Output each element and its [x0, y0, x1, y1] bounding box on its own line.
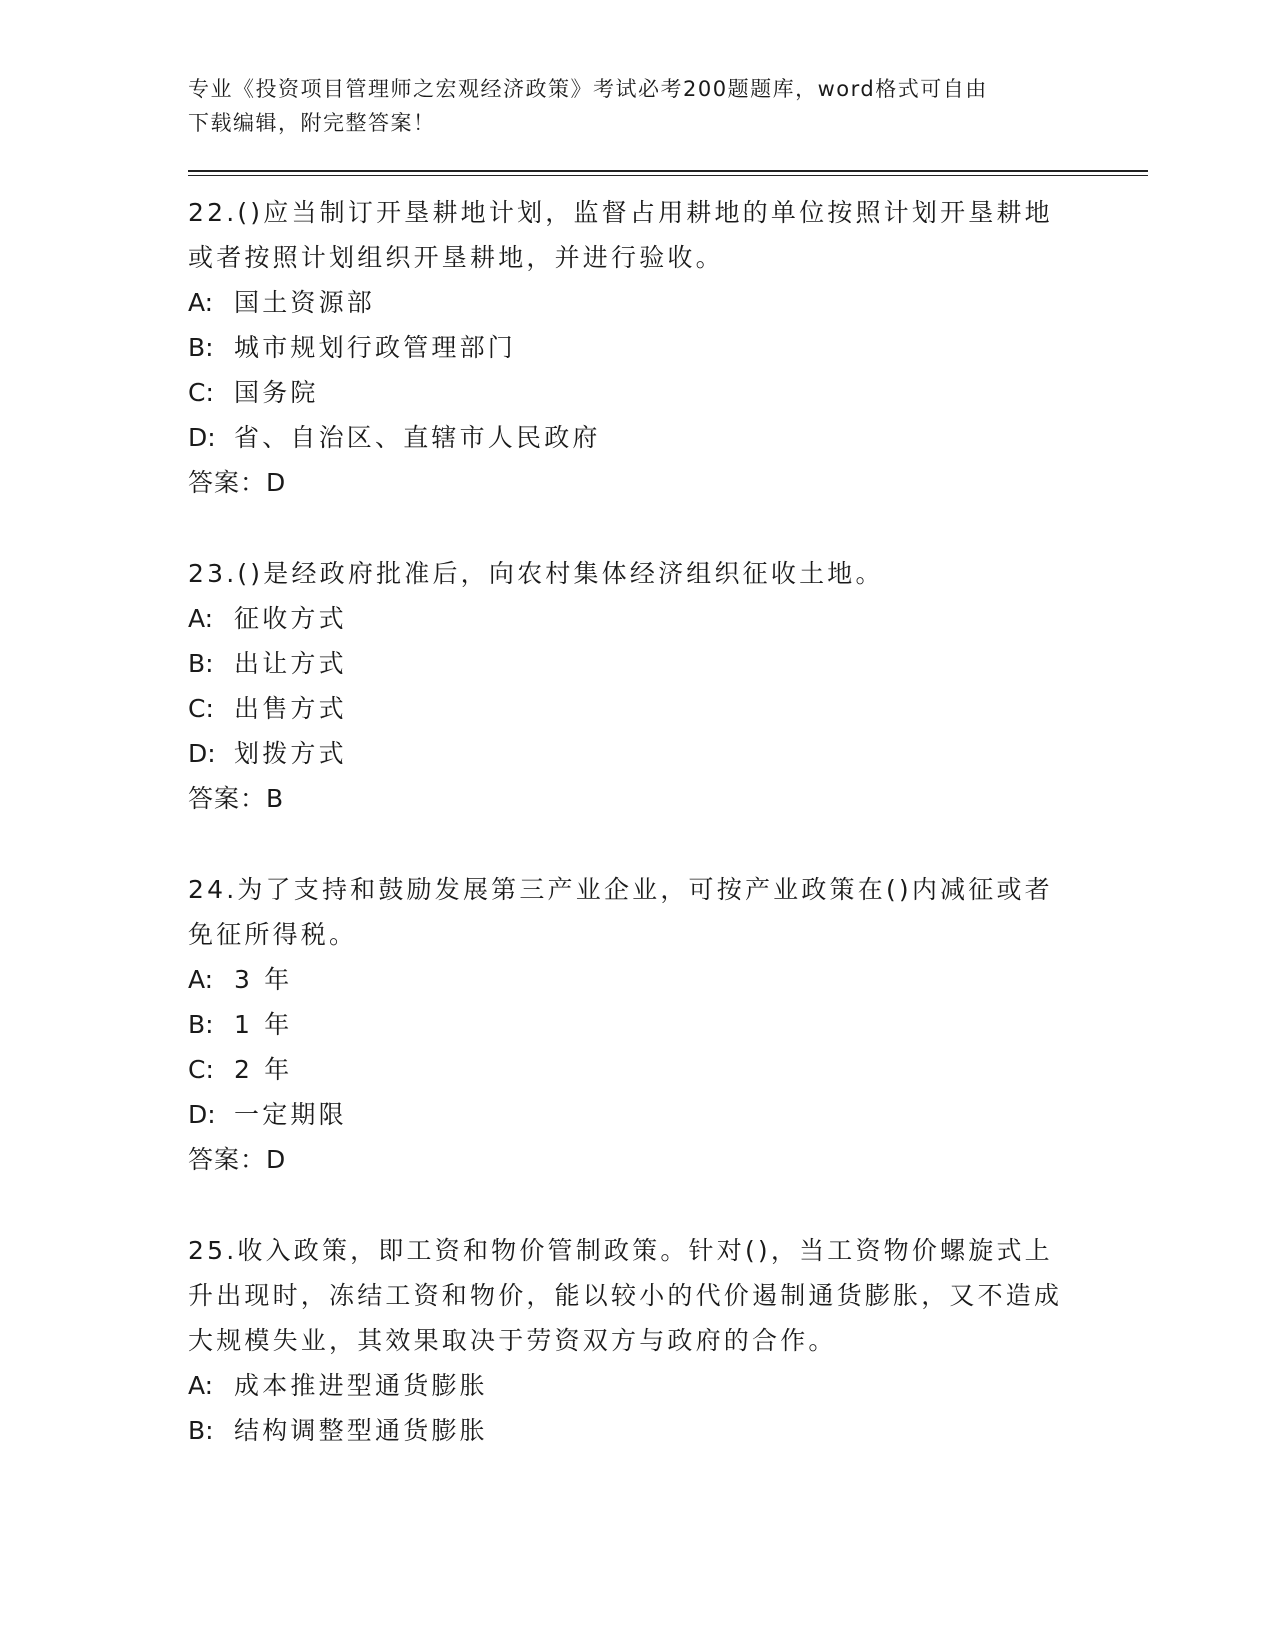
- answer-line: [188, 460, 1148, 505]
- option-a: [188, 280, 1148, 325]
- answer-label: 答案：: [188, 1145, 267, 1174]
- document-header: [188, 72, 1148, 140]
- answer-label: 答案：: [188, 468, 267, 497]
- option-a: [188, 596, 1148, 641]
- option-label: C:: [188, 378, 214, 407]
- option-c: [188, 1047, 1148, 1092]
- option-text: 出售方式: [234, 694, 347, 723]
- option-label: D:: [188, 423, 216, 452]
- option-text: 一定期限: [234, 1100, 347, 1129]
- option-c: [188, 686, 1148, 731]
- option-b: [188, 1408, 1148, 1453]
- option-d: [188, 415, 1148, 460]
- option-text: 1 年: [234, 1010, 293, 1039]
- option-a: [188, 957, 1148, 1002]
- option-label: D:: [188, 739, 216, 768]
- option-text: 省、自治区、直辖市人民政府: [234, 423, 601, 452]
- option-text: 2 年: [234, 1055, 293, 1084]
- option-text: 结构调整型通货膨胀: [234, 1416, 488, 1445]
- option-a: [188, 1363, 1148, 1408]
- option-label: A:: [188, 965, 214, 994]
- question-23: [188, 551, 1148, 821]
- question-22: [188, 190, 1148, 505]
- option-label: C:: [188, 694, 214, 723]
- option-label: B:: [188, 333, 214, 362]
- answer-value: D: [266, 468, 287, 497]
- option-label: A:: [188, 604, 214, 633]
- header-divider: [188, 170, 1148, 176]
- option-text: 国务院: [234, 378, 319, 407]
- answer-value: B: [266, 784, 285, 813]
- option-b: [188, 641, 1148, 686]
- option-text: 出让方式: [234, 649, 347, 678]
- option-label: A:: [188, 288, 214, 317]
- question-stem: 23.()是经政府批准后，向农村集体经济组织征收土地。: [188, 559, 884, 588]
- answer-value: D: [266, 1145, 287, 1174]
- option-d: [188, 1092, 1148, 1137]
- option-text: 国土资源部: [234, 288, 376, 317]
- option-label: B:: [188, 649, 214, 678]
- question-24: [188, 867, 1148, 1182]
- question-25: [188, 1228, 1148, 1453]
- option-text: 划拨方式: [234, 739, 347, 768]
- option-b: [188, 325, 1148, 370]
- option-b: [188, 1002, 1148, 1047]
- question-stem: 25.收入政策，即工资和物价管制政策。针对()，当工资物价螺旋式上升出现时，冻结工资和物价，能以较小的代价遏制通货膨胀，又不造成大规模失业，其效果取决于劳资双方与政府的合作。: [188, 1236, 1063, 1355]
- option-text: 3 年: [234, 965, 293, 994]
- answer-label: 答案：: [188, 784, 267, 813]
- question-list: [188, 190, 1148, 1453]
- option-label: D:: [188, 1100, 216, 1129]
- question-stem: 22.()应当制订开垦耕地计划，监督占用耕地的单位按照计划开垦耕地或者按照计划组织开垦耕地，并进行验收。: [188, 198, 1053, 272]
- option-text: 征收方式: [234, 604, 347, 633]
- option-c: [188, 370, 1148, 415]
- option-label: B:: [188, 1416, 214, 1445]
- option-d: [188, 731, 1148, 776]
- header-line-1: 专业《投资项目管理师之宏观经济政策》考试必考200题题库，word格式可自由: [188, 77, 988, 101]
- answer-line: [188, 776, 1148, 821]
- document-page: [188, 72, 1148, 1499]
- option-label: B:: [188, 1010, 214, 1039]
- header-line-2: 下载编辑，附完整答案！: [188, 111, 436, 135]
- question-stem: 24.为了支持和鼓励发展第三产业企业，可按产业政策在()内减征或者免征所得税。: [188, 875, 1053, 949]
- option-text: 成本推进型通货膨胀: [234, 1371, 488, 1400]
- option-text: 城市规划行政管理部门: [234, 333, 517, 362]
- option-label: C:: [188, 1055, 214, 1084]
- answer-line: [188, 1137, 1148, 1182]
- option-label: A:: [188, 1371, 214, 1400]
